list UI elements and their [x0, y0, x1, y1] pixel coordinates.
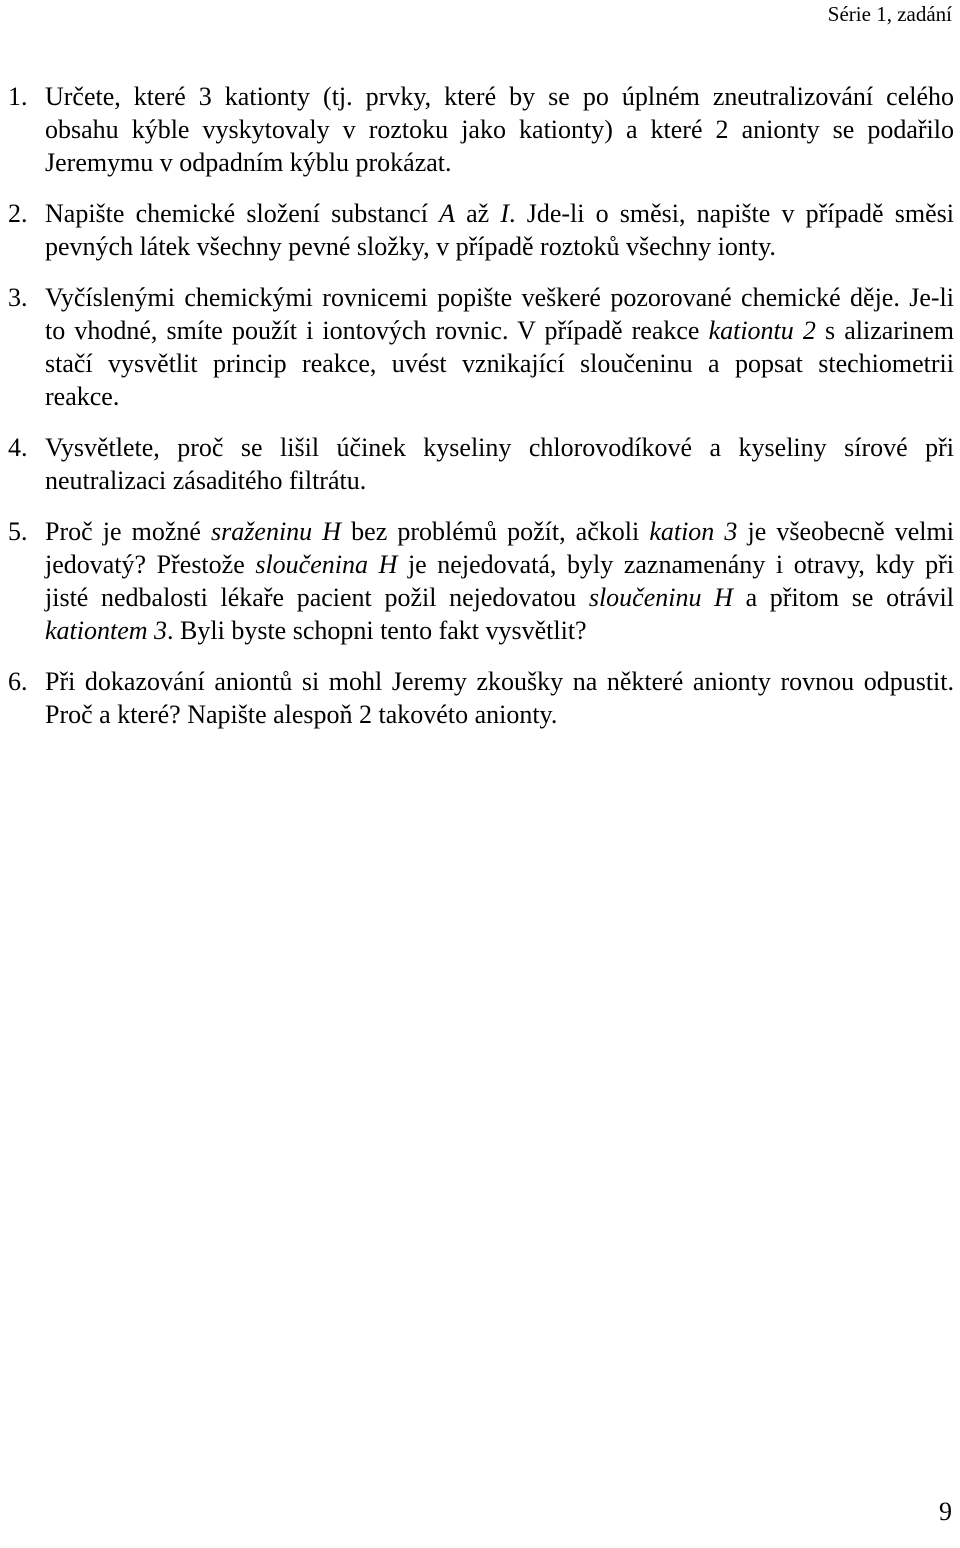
question-text-italic: kation 3 [649, 517, 738, 546]
series-title: Série 1, zadání [827, 2, 952, 26]
question-text [45, 665, 954, 731]
question-text-run: Vyčíslenými chemickými rovnicemi popište veškeré pozorované chemické děje. Je-li to vhodné, smíte použít i iontových rovnic. V případě reakce [45, 283, 954, 345]
question-text-run: Vysvětlete, proč se lišil účinek kyseliny chlorovodíkové a kyseliny sírové při neutralizaci zásaditého filtrátu. [45, 433, 954, 495]
question-text-italic: kationtem 3 [45, 616, 168, 645]
page-header [828, 0, 952, 28]
question-number: 2. [8, 199, 28, 228]
question-number: 1. [8, 82, 28, 111]
question-text-run: bez problémů požít, ačkoli [341, 517, 650, 546]
question-text-run: Při dokazování aniontů si mohl Jeremy zkoušky na některé anionty rovnou odpustit. Proč a které? Napište alespoň 2 takovéto anionty. [45, 667, 954, 729]
question-text-italic: sraženinu H [211, 517, 342, 546]
question-number: 5. [8, 517, 28, 546]
question-text-run: a přitom se otrávil [732, 583, 954, 612]
question-number: 4. [8, 433, 28, 462]
question-text [45, 197, 954, 263]
question-text [45, 80, 954, 179]
question-item [8, 197, 954, 263]
question-list [8, 80, 954, 749]
question-item [8, 515, 954, 647]
question-text-italic: I [500, 199, 510, 228]
question-item [8, 80, 954, 179]
question-number: 3. [8, 283, 28, 312]
question-text-run: s alizarinem stačí vysvětlit princip reakce, uvést vznikající sloučeninu a popsat stechiometrii reakce. [45, 316, 954, 411]
question-number: 6. [8, 667, 28, 696]
question-text-run: Proč je možné [45, 517, 212, 546]
question-item [8, 281, 954, 413]
question-text-run: . Jde-li o směsi, napište v případě směsi pevných látek všechny pevné složky, v případě roztoků všechny ionty. [45, 199, 954, 261]
question-text-run: je všeobecně velmi jedovatý? Přestože [45, 517, 954, 579]
question-text-run: . Byli byste schopni tento fakt vysvětlit? [167, 616, 587, 645]
question-text-italic: kationtu 2 [708, 316, 816, 345]
question-text-run: Napište chemické složení substancí [45, 199, 440, 228]
question-item [8, 665, 954, 731]
page-number: 9 [939, 1497, 952, 1526]
question-text [45, 281, 954, 413]
question-text-run: je nejedovatá, byly zaznamenány i otravy, kdy při jisté nedbalosti lékaře pacient požil nejedovatou [45, 550, 954, 612]
question-text-run: Určete, které 3 kationty (tj. prvky, které by se po úplném zneutralizování celého obsahu kýble vyskytovaly v roztoku jako kationty) a které 2 anionty se podařilo Jeremymu v odpadním kýblu prokázat. [45, 82, 954, 177]
question-text [45, 515, 954, 647]
question-text-italic: A [439, 199, 455, 228]
question-text-italic: sloučeninu H [588, 583, 733, 612]
question-text-italic: sloučenina H [255, 550, 398, 579]
question-text [45, 431, 954, 497]
question-item [8, 431, 954, 497]
question-text-run: až [454, 199, 501, 228]
